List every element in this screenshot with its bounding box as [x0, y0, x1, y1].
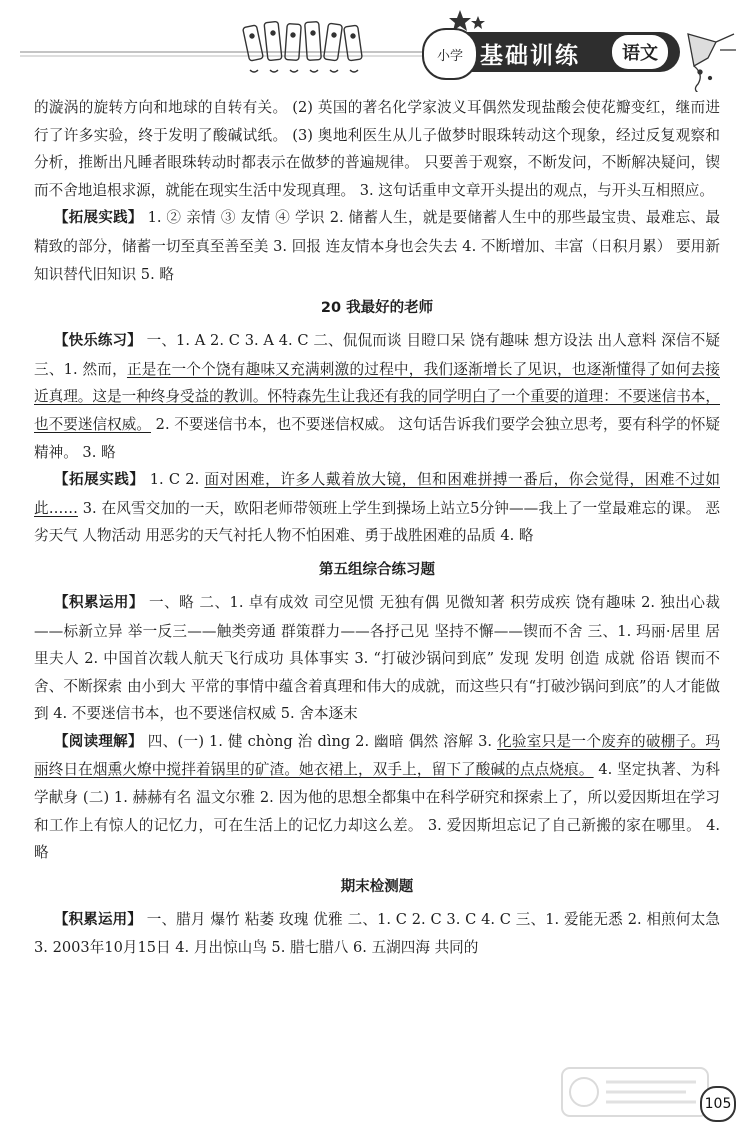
subject-badge	[612, 35, 668, 69]
answer-paragraph	[34, 466, 720, 550]
section-heading: 期末检测题	[340, 878, 414, 895]
kite-icon	[688, 34, 736, 92]
answer-paragraph	[34, 906, 720, 962]
exercise-label: 【拓展实践】	[54, 472, 145, 489]
page-number-badge	[700, 1086, 736, 1122]
answer-key-content	[34, 94, 720, 1104]
exercise-label: 【阅读理解】	[54, 733, 143, 750]
answer-paragraph	[34, 728, 720, 867]
page-header	[0, 0, 750, 92]
answer-text: 一、1. A 2. C 3. A 4. C 二、侃侃而谈 目瞪口呆 饶有趣味 想方设法 出人意料 深信不疑 三、1. 然而，	[34, 332, 720, 378]
underlined-answer: 正是在一个个饶有趣味又充满刺激的过程中，我们逐渐增长了见识，也逐渐懂得了如何去接近真理。这是一种终身受益的教训。怀特森先生让我还有我的同学明白了一个重要的道理：不要迷信书本，也不要迷信权威。	[34, 360, 720, 433]
answer-paragraph	[34, 589, 720, 728]
exercise-label: 【拓展实践】	[54, 210, 143, 227]
series-prefix-badge	[422, 28, 478, 80]
answer-text: 3. 在风雪交加的一天，欧阳老师带领班上学生到操场上站立5分钟——我上了一堂最难忘的课。 恶劣天气 人物活动 用恶劣的天气衬托人物不怕困难、勇于战胜困难的品质 4. 略	[34, 499, 720, 545]
section-heading: 第五组综合练习题	[319, 561, 435, 578]
answer-text: 一、略 二、1. 卓有成效 司空见惯 无独有偶 见微知著 积劳成疾 饶有趣味 2. 独出心裁——标新立异 举一反三——触类旁通 群策群力——各抒己见 坚持不懈——锲而不舍 三、1. 玛丽·居里 居里夫人 2. 中国首次载人航天飞行成功 具体事实 3. “打破沙锅问到底” 发现 发明 创造 成就 俗语 锲而不舍、不断探索 由小到大 平常的事情中蕴含着真理和伟大的成就，而这些只有“打破沙锅问到底”的人才能做到 4. 不要迷信书本，也不要迷信权威 5. 舍本逐末	[34, 593, 720, 723]
answer-text: 4. 坚定执著、为科学献身 (二) 1. 赫赫有名 温文尔雅 2. 因为他的思想全都集中在科学研究和探索上了，所以爱因斯坦在学习和工作上有惊人的记忆力，可在生活上的记忆力却这么差。 3. 爱因斯坦忘记了自己新搬的家在哪里。 4. 略	[34, 761, 720, 862]
section-heading: 20 我最好的老师	[320, 300, 434, 317]
underlined-answer: 化验室只是一个废弃的破棚子。玛丽终日在烟熏火燎中搅拌着锅里的矿渣。她衣裙上，双手上，留下了酸碱的点点烧痕。	[34, 732, 720, 779]
series-banner	[432, 32, 680, 72]
exercise-label: 【快乐练习】	[54, 333, 142, 350]
page-number: 105	[704, 1096, 732, 1112]
subject-label: 语文	[622, 43, 658, 64]
series-prefix: 小学	[436, 48, 463, 64]
answer-paragraph	[34, 94, 720, 204]
answer-text: 的漩涡的旋转方向和地球的自转有关。 (2) 英国的著名化学家波义耳偶然发现盐酸会使花瓣变红，继而进行了许多实验，终于发明了酸碱试纸。 (3) 奥地利医生从儿子做梦时眼珠转动这个现象，经过反复观察和分析，推断出凡睡者眼珠转动时都表示在做梦的普遍规律。 只要善于观察，不断发问，不断解决疑问，锲而不舍地追根求源，就能在现实生活中发现真理。 3. 这句话重申文章开头提出的观点，与开头互相照应。	[34, 99, 720, 199]
answer-text: 1. ② 亲情 ③ 友情 ④ 学识 2. 储蓄人生，就是要储蓄人生中的那些最宝贵、最难忘、最精致的部分，储蓄一切至真至善至美 3. 回报 连友情本身也会失去 4. 不断增加、丰富（日积月累） 要用新知识替代旧知识 5. 略	[34, 209, 720, 283]
answer-paragraph	[34, 327, 720, 466]
answer-text: 1. C 2.	[144, 471, 205, 489]
answer-paragraph	[34, 204, 720, 288]
pencil-characters-icon	[243, 21, 363, 72]
series-title: 基础训练	[480, 43, 580, 69]
answer-text: 一、腊月 爆竹 粘萎 玫瑰 优雅 二、1. C 2. C 3. C 4. C 三、1. 爱能无悉 2. 相煎何太急 3. 2003年10月15日 4. 月出惊山鸟 5. 腊七腊八 6. 五湖四海 共同的	[34, 910, 720, 957]
answer-text: 四、(一) 1. 健 chòng 治 dìng 2. 幽暗 偶然 溶解 3.	[142, 732, 497, 750]
exercise-label: 【积累运用】	[54, 594, 144, 611]
exercise-label: 【积累运用】	[54, 911, 142, 928]
watermark-logo	[560, 1064, 710, 1120]
answer-text: 2. 不要迷信书本，也不要迷信权威。 这句话告诉我们要学会独立思考，要有科学的怀疑精神。 3. 略	[34, 415, 720, 461]
underlined-answer: 面对困难，许多人戴着放大镜，但和困难拼搏一番后，你会觉得，困难不过如此……	[34, 471, 720, 517]
